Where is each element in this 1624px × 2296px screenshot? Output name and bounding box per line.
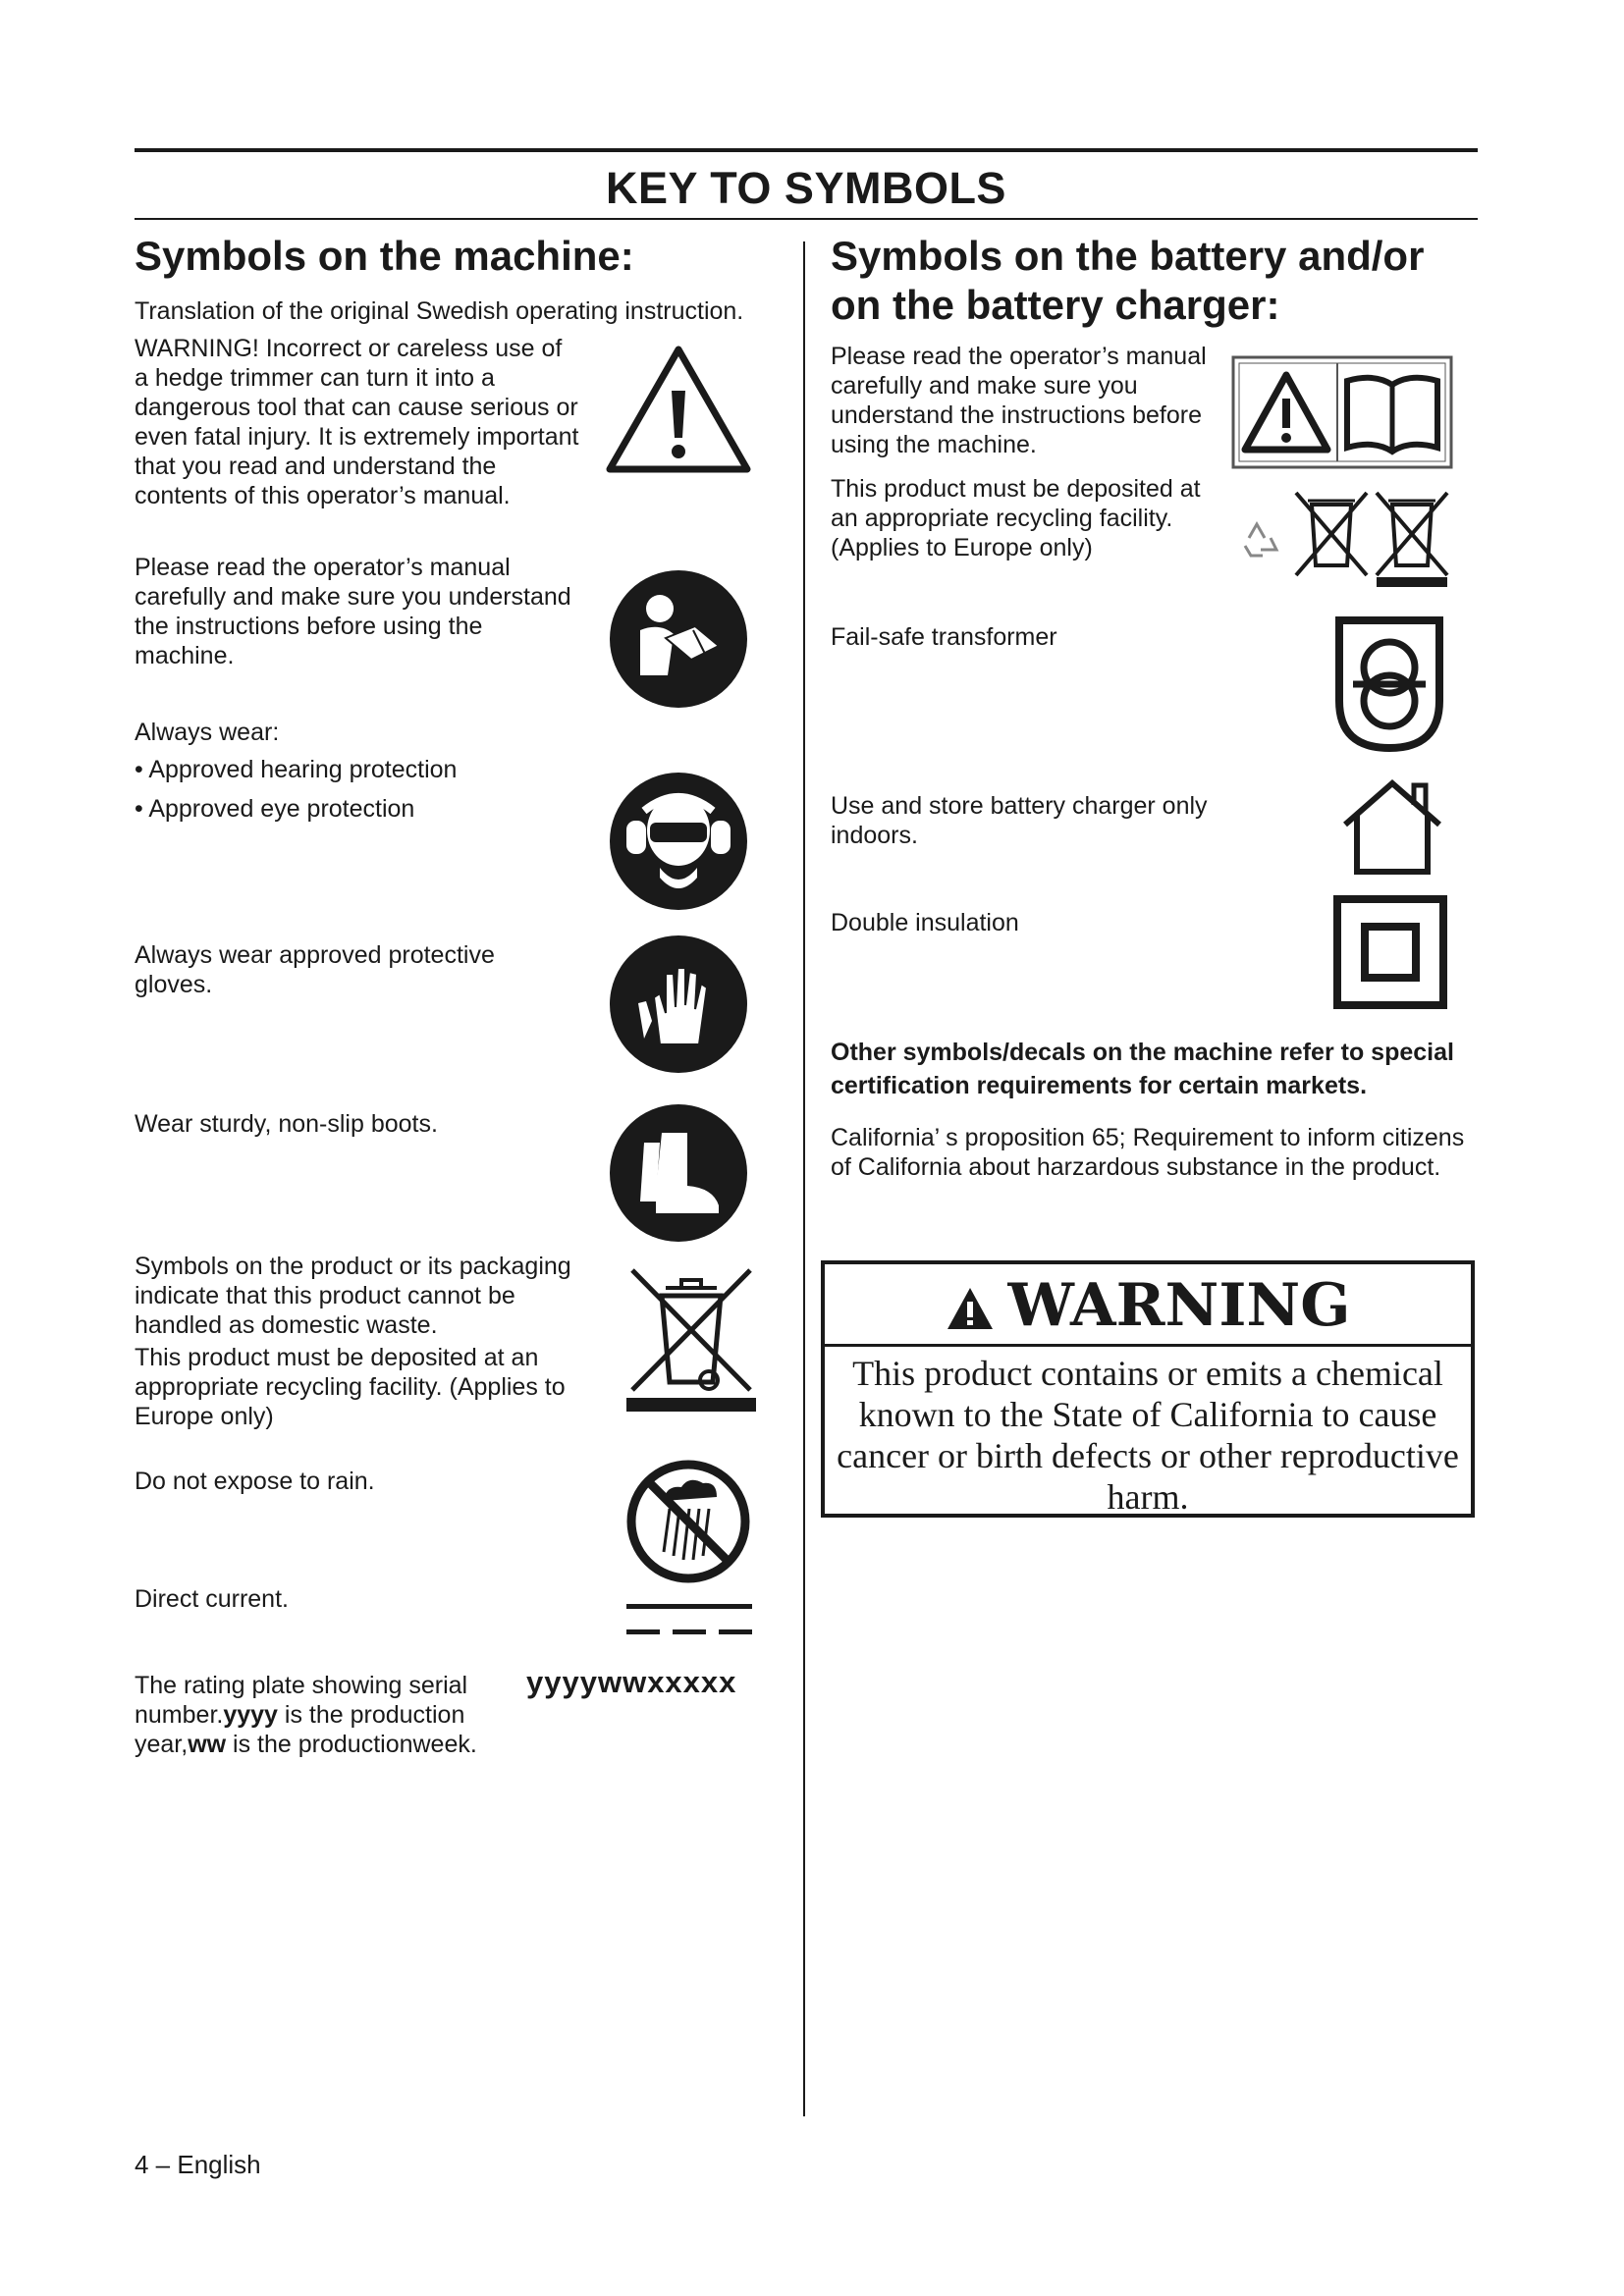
bullet-hearing: • Approved hearing protection: [135, 756, 458, 783]
bullet-hearing-label: Approved hearing protection: [148, 756, 458, 783]
rating-plate-text-c: is the productionweek.: [226, 1731, 477, 1758]
warning-text: WARNING! Incorrect or careless use of a hedge trimmer can turn it into a dangerous tool that can cause serious or even fatal injury. It is extremely important that you read and understand the contents of this operator’s manual.: [135, 335, 579, 509]
indoors-text: Use and store battery charger only indoors.: [831, 792, 1208, 849]
warning-triangle-small-icon: [946, 1286, 995, 1331]
prop65-warning-label: [821, 1260, 1475, 1518]
bullet-eye-label: Approved eye protection: [148, 795, 415, 823]
other-symbols-note: Other symbols/decals on the machine refer to special certification requirements for certain markets.: [831, 1039, 1454, 1099]
rating-plate-text-a: The rating plate showing serial number.: [135, 1672, 468, 1729]
serial-number-format: yyyywwxxxxx: [526, 1665, 737, 1699]
page-title: KEY TO SYMBOLS: [606, 163, 1006, 213]
direct-current-text: Direct current.: [135, 1585, 289, 1613]
always-wear-text: Always wear:: [135, 719, 280, 746]
rating-plate-ww: ww: [188, 1731, 227, 1758]
read-manual-text: Please read the operator’s manual carefully and make sure you understand the instructions before using the machine.: [135, 554, 571, 669]
battery-read-manual-text: Please read the operator’s manual carefully and make sure you understand the instructions before using the machine.: [831, 343, 1207, 458]
bullet-eye: • Approved eye protection: [135, 795, 415, 823]
top-rule: [135, 148, 1478, 152]
boots-text: Wear sturdy, non-slip boots.: [135, 1110, 438, 1138]
battery-recycling-text: This product must be deposited at an appropriate recycling facility. (Applies to Europe only): [831, 475, 1201, 561]
waste-text: Symbols on the product or its packaging indicate that this product cannot be handled as domestic waste.: [135, 1253, 571, 1339]
fail-safe-text: Fail-safe transformer: [831, 623, 1057, 651]
california-note: California’ s proposition 65; Requirement to inform citizens of California about harzardous substance in the product.: [831, 1124, 1465, 1181]
fail-safe-transformer-icon: [1331, 611, 1447, 756]
prop65-warning-heading: [825, 1264, 1471, 1347]
hearing-eye-protection-icon: [609, 772, 748, 911]
rating-plate-text-b: is the production year,: [135, 1701, 465, 1758]
prop65-warning-word: WARNING: [1007, 1271, 1351, 1340]
read-manual-icon: [609, 569, 748, 709]
crossed-wheelie-bin-icon: [626, 1266, 756, 1414]
left-heading: Symbols on the machine:: [135, 233, 634, 279]
title-underline: [135, 218, 1478, 220]
rain-text: Do not expose to rain.: [135, 1468, 375, 1495]
rating-plate-text: [135, 1671, 508, 1759]
translation-note: Translation of the original Swedish operating instruction.: [135, 297, 744, 325]
non-slip-boots-icon: [609, 1103, 748, 1243]
gloves-text: Always wear approved protective gloves.: [135, 941, 495, 998]
waste-text-2: This product must be deposited at an appropriate recycling facility. (Applies to Europe only): [135, 1344, 566, 1430]
warning-triangle-icon: [605, 344, 752, 476]
double-insulation-icon: [1333, 895, 1447, 1009]
indoor-house-icon: [1335, 777, 1449, 876]
double-insulation-text: Double insulation: [831, 909, 1019, 936]
right-heading: Symbols on the battery and/or on the battery charger:: [831, 233, 1425, 328]
rating-plate-yyyy: yyyy: [223, 1701, 278, 1729]
column-divider: [803, 241, 805, 2116]
direct-current-icon: [626, 1600, 754, 1639]
recycling-bins-icon: [1237, 489, 1453, 587]
warning-and-manual-icon: [1231, 355, 1453, 469]
protective-gloves-icon: [609, 934, 748, 1074]
page-footer: 4 – English: [135, 2150, 261, 2179]
prop65-warning-body: This product contains or emits a chemical known to the State of California to cause cancer or birth defects or other reproductive harm.: [837, 1354, 1459, 1517]
no-rain-icon: [624, 1458, 752, 1585]
